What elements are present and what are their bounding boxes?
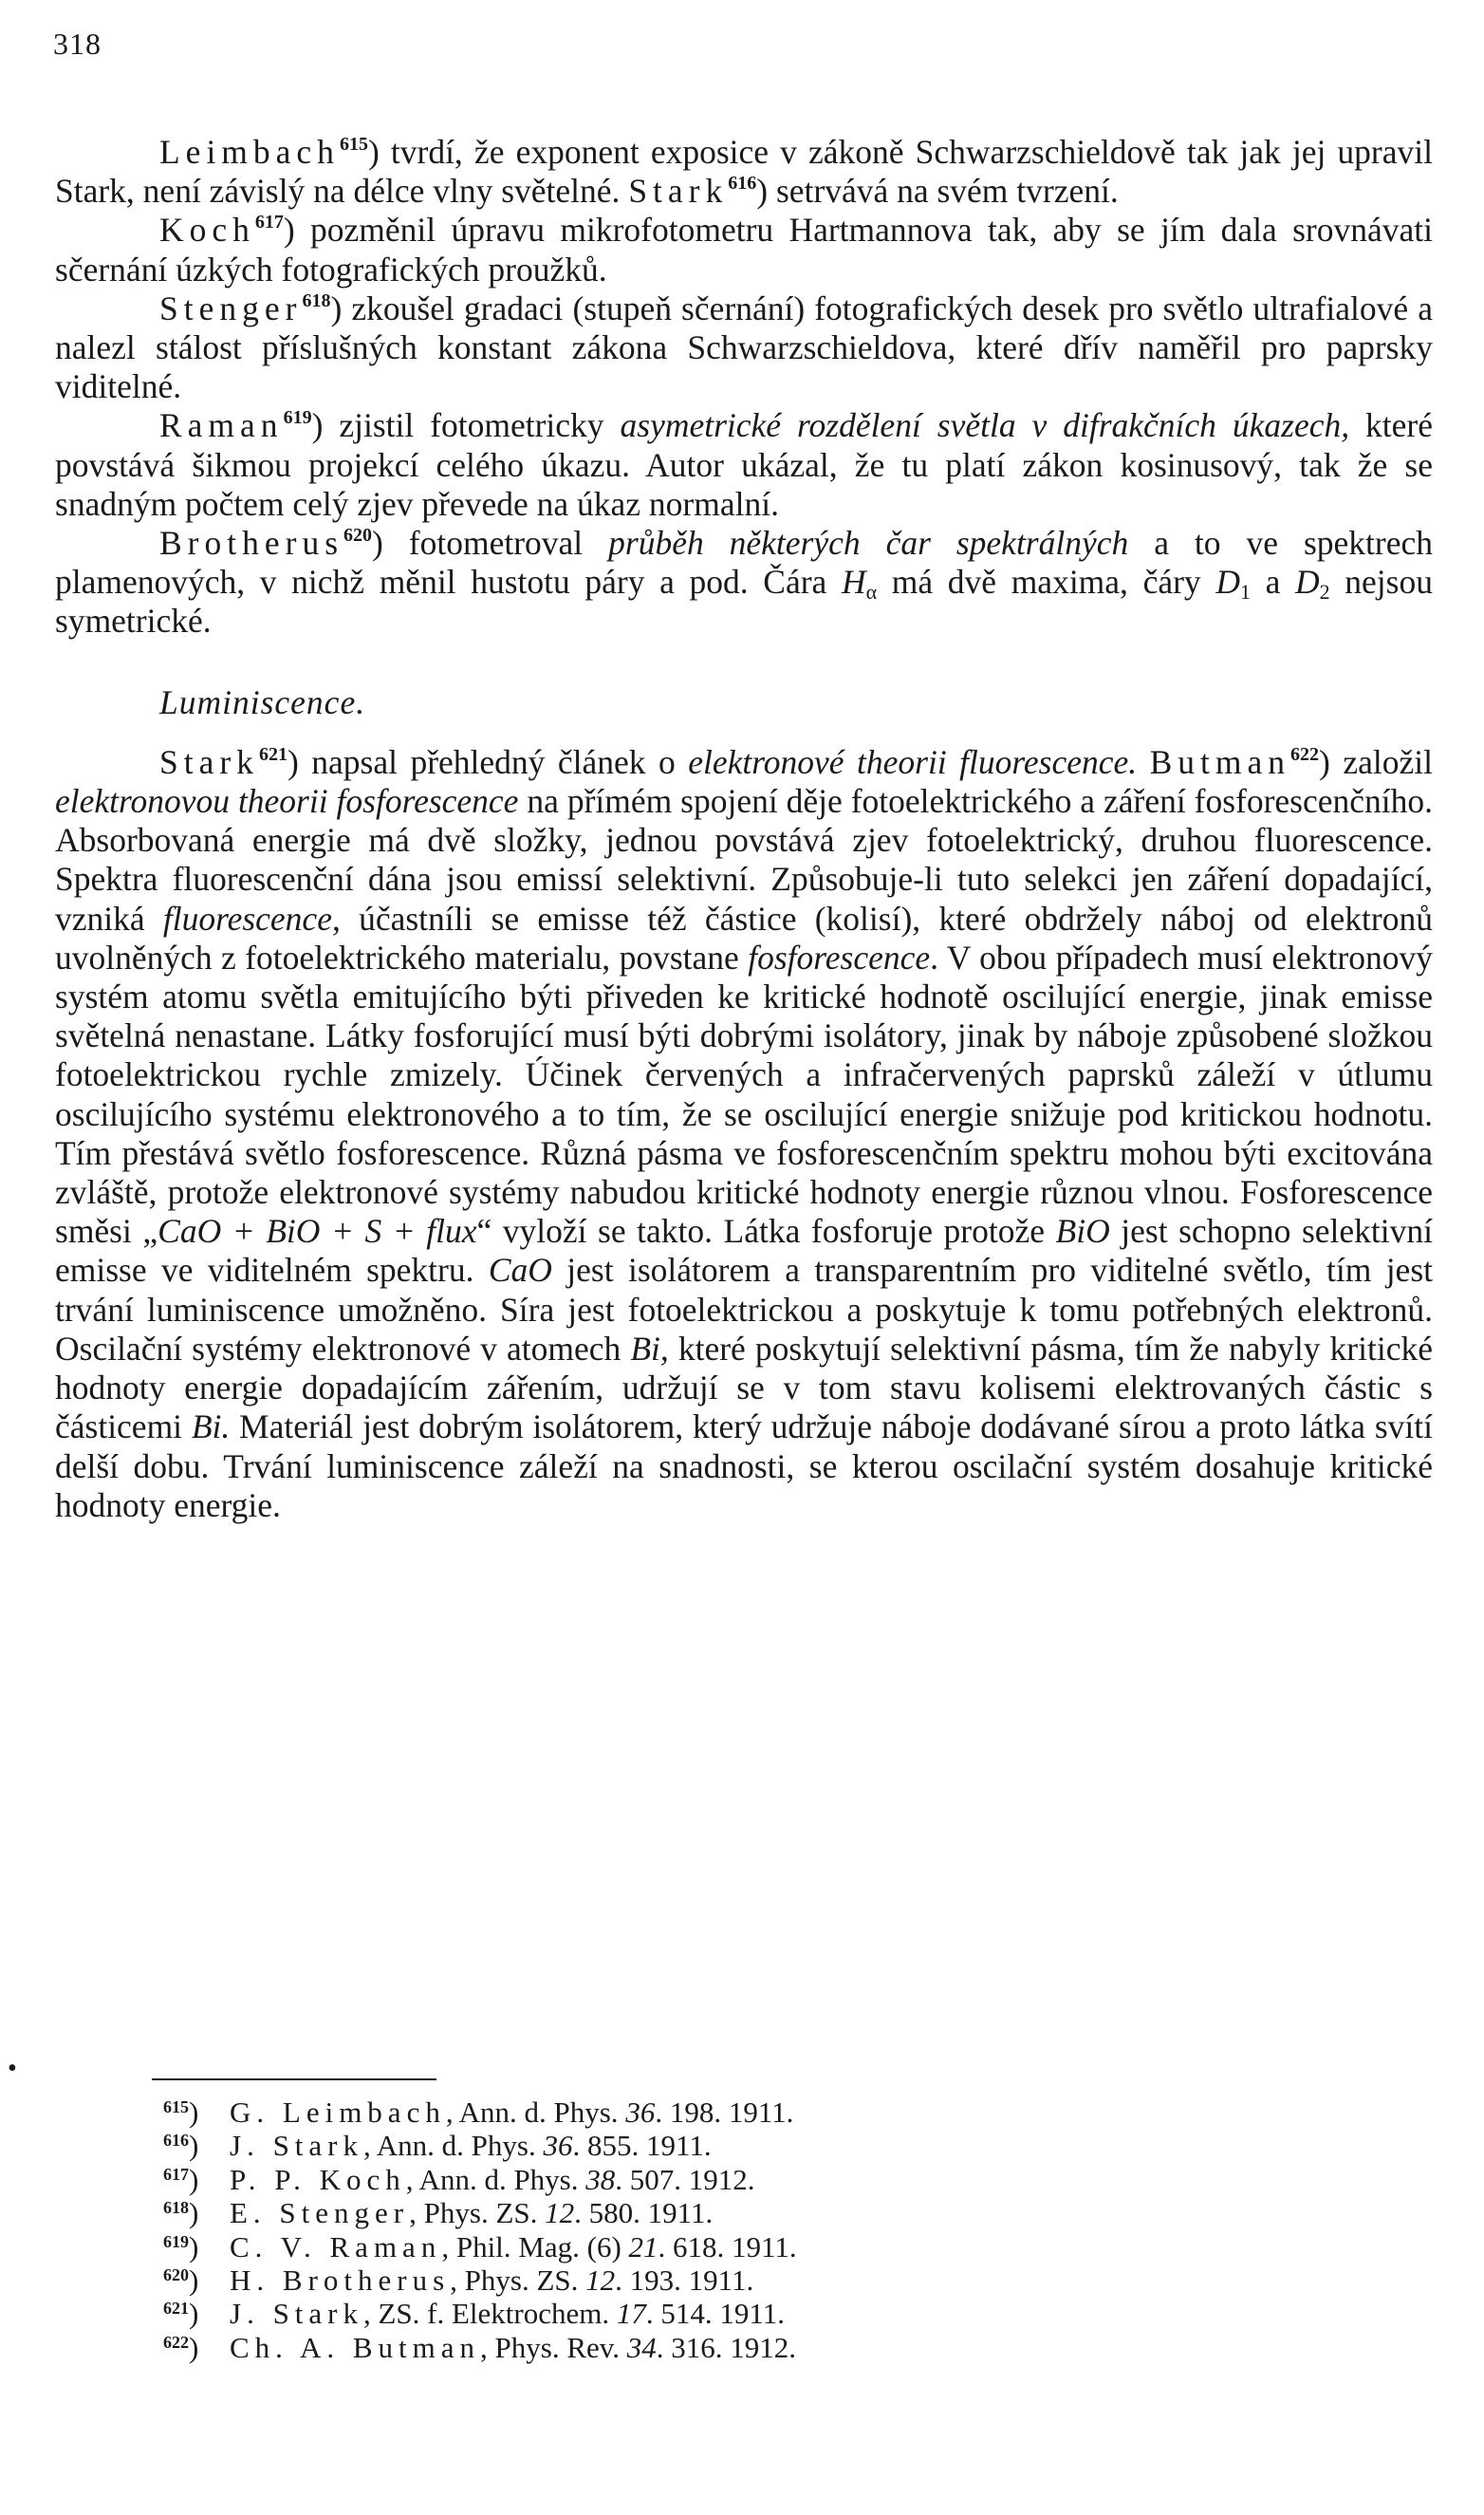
chemical-symbol: CaO bbox=[488, 1251, 552, 1290]
symbol-h-alpha: H bbox=[841, 563, 866, 602]
footnote-author: C. V. Raman bbox=[230, 2229, 442, 2264]
author-name: Butman bbox=[1149, 742, 1291, 781]
footnote-source: , Ann. d. Phys. bbox=[445, 2096, 626, 2129]
paragraph-text: ) zkoušel gradaci (stupeň sčernání) fotografických desek pro světlo ultrafialové a nalezl stálost příslušných konstant zákona Schwarzschieldova, které dřív naměřil pro paprsky viditelné. bbox=[55, 289, 1433, 406]
footnote-author: Ch. A. Butman bbox=[230, 2330, 481, 2364]
footnote-author: J. Stark bbox=[230, 2297, 363, 2331]
footnote-number-text: 615 bbox=[163, 2097, 189, 2116]
footnote-tail: . 618. 1911. bbox=[658, 2229, 797, 2264]
paragraph-text: které povstává šikmou projekcí celého úkazu. Autor ukázal, že tu platí zákon kosinusový, tak že se snadným počtem celý zjev převede na úkaz normalní. bbox=[55, 406, 1434, 523]
footnote-item bbox=[163, 2163, 1302, 2196]
footnote-tail: . 855. 1911. bbox=[572, 2129, 712, 2163]
footnote-volume: 36 bbox=[625, 2096, 656, 2129]
paragraph-text: ) zjistil fotometricky bbox=[311, 406, 621, 445]
paragraph-text: nejsou symetrické. bbox=[55, 563, 1433, 641]
paragraph-text: , účastníli se emisse též částice (kolisí), které obdržely náboj od elektronů uvolněných z fotoelektrického materialu, povstane bbox=[55, 899, 1433, 977]
paragraph-text: ) fotometroval bbox=[372, 524, 609, 563]
author-name: Brotherus bbox=[159, 524, 344, 563]
footnote-source: , Ann. d. Phys. bbox=[363, 2129, 544, 2163]
margin-dot: • bbox=[8, 2054, 17, 2083]
footnote-ref[interactable]: 620 bbox=[343, 525, 373, 547]
chemical-symbol: Bi. bbox=[191, 1407, 231, 1446]
footnote-number: $^{622}$) bbox=[163, 2330, 199, 2364]
italic-phrase: průběh některých čar spektrálných bbox=[608, 524, 1129, 563]
footnote-tail: . 580. 1911. bbox=[574, 2196, 714, 2230]
paragraph-text: ) pozměnil úpravu mikrofotometru Hartmannova tak, aby se jím dala srovnávati sčernání úzkých fotografických proužků. bbox=[55, 211, 1433, 289]
footnote-item bbox=[163, 2196, 1302, 2229]
footnote-item bbox=[163, 2331, 1302, 2364]
paragraph-text: ) napsal přehledný článek o bbox=[287, 742, 689, 781]
symbol-subscript: 2 bbox=[1319, 580, 1330, 605]
chemical-symbol: BiO bbox=[1055, 1212, 1110, 1251]
italic-phrase: fosforescence bbox=[748, 938, 931, 977]
symbol-subscript: α bbox=[865, 580, 878, 605]
footnote-volume: 17 bbox=[616, 2297, 646, 2331]
author-name: Leimbach bbox=[159, 133, 340, 171]
footnote-source: , Phys. ZS. bbox=[409, 2196, 546, 2230]
footnote-divider bbox=[152, 2078, 436, 2080]
footnote-volume: 34 bbox=[626, 2330, 657, 2364]
chemical-symbol: Bi, bbox=[630, 1329, 669, 1368]
footnote-number-text: 619 bbox=[163, 2231, 189, 2251]
footnote-item bbox=[163, 2297, 1302, 2330]
paragraph-text: na přímém spojení děje fotoelektrického a záření fosforescenčního. Absorbovaná energie má dvě složky, jednou povstává zjev fotoelektrický, druhou fluorescence. Spektra fluorescenční dána jsou emissí selektivní. Způsobuje-li tuto selekci jen záření dopadající, vzniká bbox=[55, 782, 1433, 938]
footnote-number: $^{618}$) bbox=[163, 2196, 199, 2230]
footnote-author: P. P. Koch bbox=[230, 2162, 406, 2196]
symbol-d1: D bbox=[1215, 563, 1240, 602]
body-text bbox=[55, 133, 1433, 1525]
footnote-ref[interactable]: 618 bbox=[302, 289, 331, 311]
paragraph-raman bbox=[55, 406, 1433, 524]
paragraph-leimbach bbox=[55, 133, 1433, 211]
footnote-ref[interactable]: 617 bbox=[254, 212, 284, 233]
symbol-d2: D bbox=[1295, 563, 1320, 602]
paragraph-text: jest isolátorem a transparentním pro viditelné světlo, tím jest trvání luminiscence umožněno. Síra jest fotoelektrickou a poskytuje k tomu potřebných elektronů. Oscilační systémy elektronové v atomech bbox=[55, 1251, 1433, 1368]
footnote-ref[interactable]: 622 bbox=[1290, 743, 1320, 765]
paragraph-text: a to ve spektrech plamenových, v nichž měnil hustotu páry a pod. Čára bbox=[55, 524, 1433, 602]
footnote-tail: . 507. 1912. bbox=[615, 2162, 755, 2196]
footnote-ref[interactable]: 615 bbox=[339, 134, 368, 155]
footnote-number: $^{617}$) bbox=[163, 2162, 199, 2196]
footnote-volume: 12 bbox=[585, 2264, 616, 2298]
footnote-source: , Phys. Rev. bbox=[480, 2330, 627, 2364]
footnote-volume: 12 bbox=[545, 2196, 575, 2230]
author-name: Stark bbox=[628, 172, 729, 211]
footnote-item bbox=[163, 2264, 1302, 2297]
footnote-number: $^{620}$) bbox=[163, 2264, 199, 2298]
paragraph-text: ) založil bbox=[1319, 742, 1433, 781]
footnotes-list bbox=[163, 2096, 1302, 2364]
symbol-subscript: 1 bbox=[1239, 580, 1251, 605]
footnote-author: G. Leimbach bbox=[230, 2096, 446, 2129]
paragraph-brotherus bbox=[55, 524, 1433, 642]
footnote-number-text: 616 bbox=[163, 2131, 189, 2151]
footnote-author: H. Brotherus bbox=[230, 2264, 451, 2298]
paragraph-text: Materiál jest dobrým isolátorem, který udržuje náboje dodávané sírou a proto látka svítí delší dobu. Trvání luminiscence záleží na snadnosti, se kterou oscilační systém dosahuje kritické hodnoty energie. bbox=[55, 1407, 1433, 1524]
footnote-number-text: 617 bbox=[163, 2164, 189, 2184]
italic-phrase: asymetrické rozdělení světla v difrakčních úkazech, bbox=[620, 406, 1350, 445]
footnote-author: J. Stark bbox=[230, 2129, 363, 2163]
footnote-number-text: 618 bbox=[163, 2198, 189, 2218]
paragraph-luminiscence bbox=[55, 743, 1433, 1525]
paragraph-text: jest schopno selektivní emisse ve viditelném spektru. bbox=[55, 1212, 1433, 1290]
footnote-item bbox=[163, 2129, 1302, 2162]
footnote-number-text: 620 bbox=[163, 2265, 189, 2285]
footnote-source: , Phys. ZS. bbox=[450, 2264, 586, 2298]
italic-phrase: elektronovou theorii fosforescence bbox=[55, 782, 519, 821]
paragraph-koch bbox=[55, 211, 1433, 289]
section-title: Luminiscence. bbox=[159, 682, 366, 721]
paragraph-text: a bbox=[1250, 563, 1296, 602]
footnote-source: , Ann. d. Phys. bbox=[405, 2162, 586, 2196]
footnote-item bbox=[163, 2230, 1302, 2264]
chemical-formula: CaO + BiO + S + flux bbox=[158, 1212, 477, 1251]
footnote-number: $^{616}$) bbox=[163, 2129, 199, 2163]
paragraph-text: “ vyloží se takto. Látka fosforuje protože bbox=[476, 1212, 1056, 1251]
footnote-volume: 38 bbox=[585, 2162, 616, 2196]
footnote-number: $^{619}$) bbox=[163, 2229, 199, 2264]
italic-phrase: elektronové theorii fluorescence. bbox=[688, 742, 1138, 781]
author-name: Koch bbox=[159, 211, 255, 250]
italic-phrase: fluorescence bbox=[162, 899, 332, 938]
footnote-number-text: 622 bbox=[163, 2332, 189, 2352]
footnote-tail: . 198. 1911. bbox=[655, 2096, 794, 2129]
paragraph-text: . V obou případech musí elektronový systém atomu světla emitujícího býti přiveden ke kritické hodnotě oscilující energie, jinak emisse světelná nenastane. Látky fosforující musí býti dobrými isolátory, jinak by náboje způsobené složkou fotoelektrickou rychle zmizely. Účinek červených a infračervených paprsků záleží v útlumu oscilujícího systému elektronového a to tím, že se oscilující energie snižuje pod kritickou hodnotu. Tím přestává světlo fosforescence. Různá pásma ve fosforescenčním spektru mohou býti excitována zvláště, protože elektronové systémy nabudou kritické hodnoty energie různou vlnou. Fosforescence směsi „ bbox=[55, 938, 1433, 1251]
footnote-number: $^{621}$) bbox=[163, 2297, 199, 2331]
footnote-tail: . 514. 1911. bbox=[645, 2297, 785, 2331]
footnote-ref[interactable]: 616 bbox=[728, 173, 757, 195]
paragraph-stenger bbox=[55, 289, 1433, 407]
footnote-item bbox=[163, 2096, 1302, 2129]
author-name: Stark bbox=[159, 742, 259, 781]
paragraph-text: které poskytují selektivní pásma, tím že nabyly kritické hodnoty energie dopadajícím zářením, udržují se v tom stavu kolisemi elektrovaných částic s částicemi bbox=[55, 1329, 1433, 1446]
paragraph-text: ) tvrdí, že exponent exposice v zákoně Schwarzschieldově tak jak jej upravil Stark, není závislý na délce vlny světelné. bbox=[55, 133, 1433, 211]
paragraph-text: ) setrvává na svém tvrzení. bbox=[756, 172, 1119, 211]
footnote-volume: 21 bbox=[628, 2229, 659, 2264]
footnote-ref[interactable]: 621 bbox=[258, 743, 288, 765]
page-number: 318 bbox=[53, 27, 102, 61]
footnote-number-text: 621 bbox=[163, 2299, 189, 2319]
footnote-number: $^{615}$) bbox=[163, 2096, 199, 2129]
footnote-tail: . 193. 1911. bbox=[615, 2264, 754, 2298]
footnote-source: , Phil. Mag. (6) bbox=[441, 2229, 629, 2264]
author-name: Stenger bbox=[159, 289, 303, 327]
footnote-tail: . 316. 1912. bbox=[656, 2330, 796, 2364]
author-name: Raman bbox=[159, 406, 284, 445]
footnote-author: E. Stenger bbox=[230, 2196, 410, 2230]
footnote-ref[interactable]: 619 bbox=[283, 407, 312, 429]
footnote-volume: 36 bbox=[543, 2129, 573, 2163]
paragraph-text: má dvě maxima, čáry bbox=[877, 563, 1216, 602]
footnote-source: , ZS. f. Elektrochem. bbox=[363, 2297, 617, 2331]
